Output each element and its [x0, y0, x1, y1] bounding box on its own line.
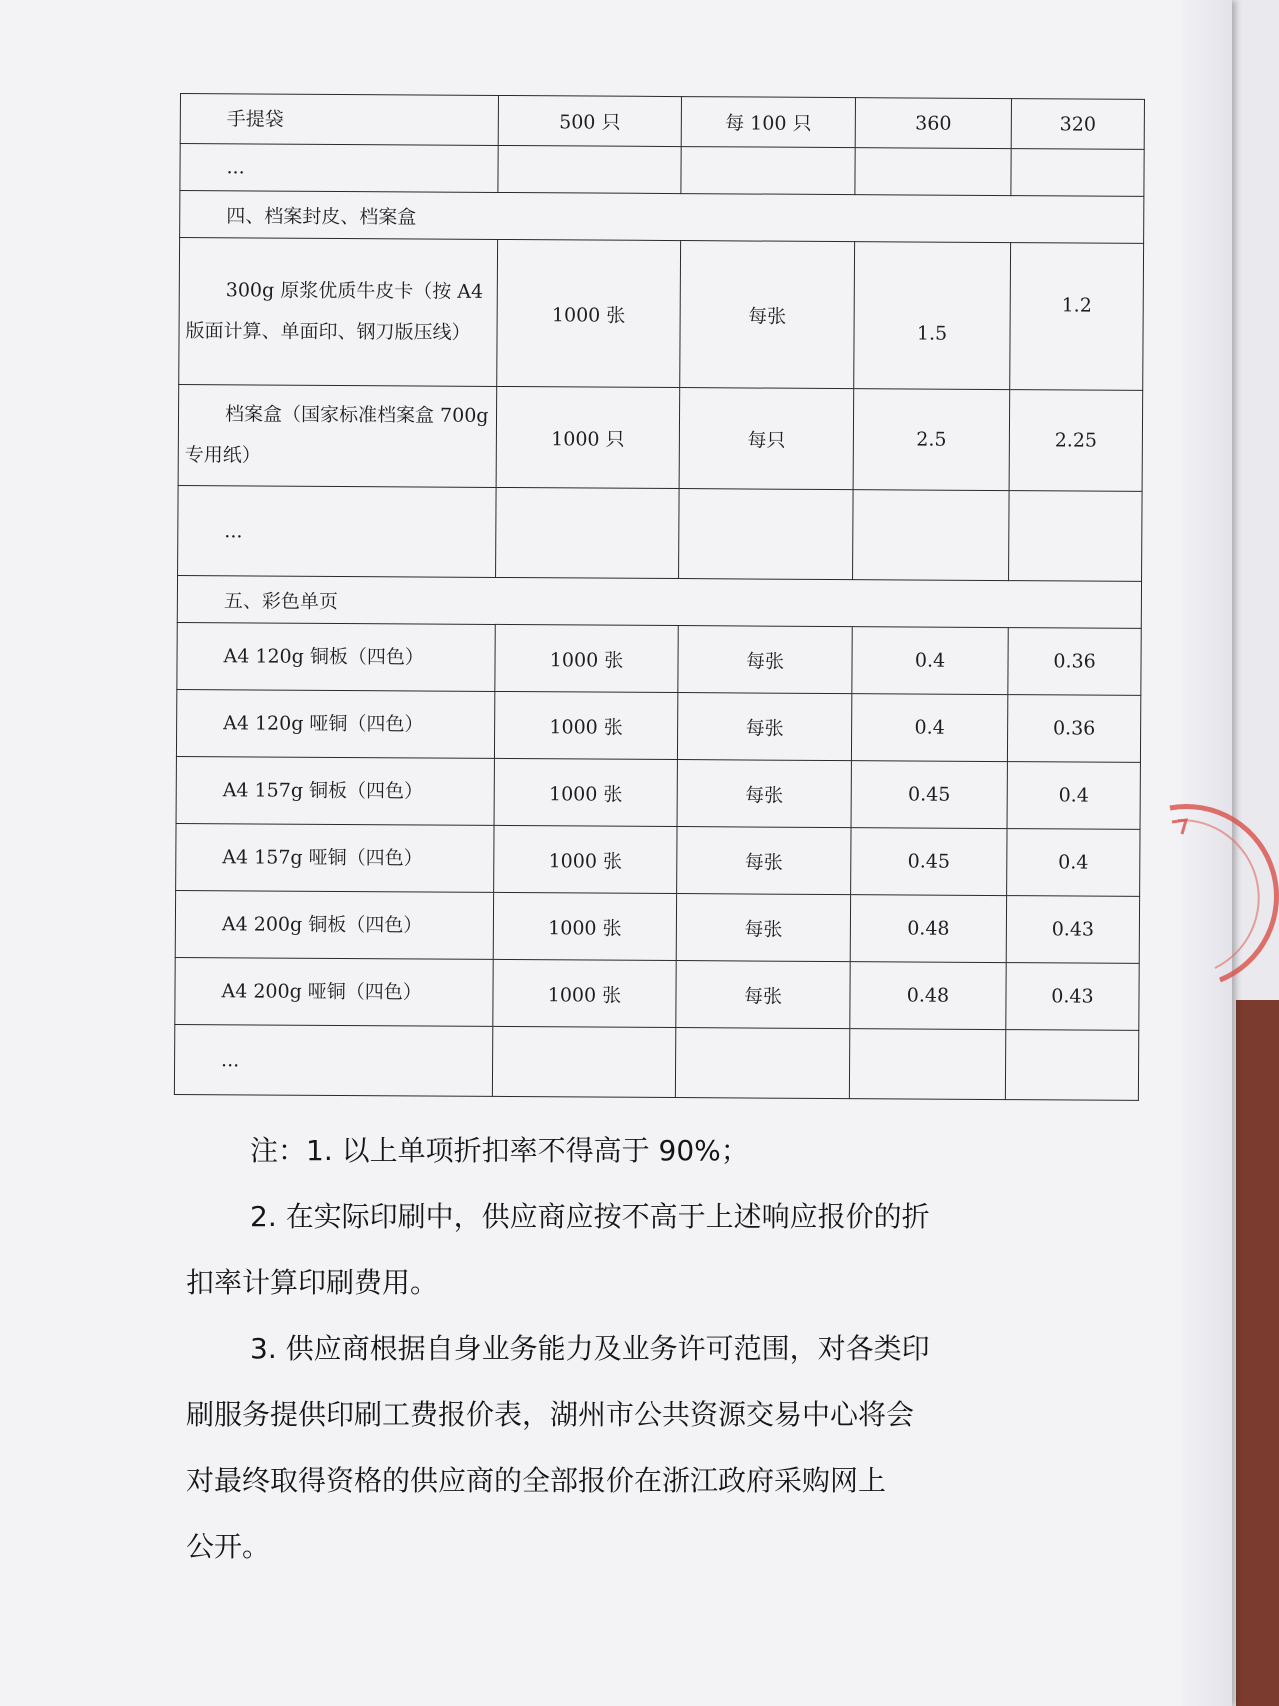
price-table	[174, 93, 1145, 1101]
section-title: 五、彩色单页	[177, 575, 1141, 628]
desk-surface	[1236, 1000, 1279, 1706]
item-price1: 0.4	[852, 627, 1008, 695]
item-unit: 每只	[679, 388, 854, 490]
item-unit: 每张	[676, 961, 850, 1029]
item-price2	[1009, 491, 1143, 582]
item-name: A4 200g 哑铜（四色）	[175, 957, 493, 1026]
table-row	[174, 1024, 1138, 1100]
item-qty: 1000 张	[494, 825, 677, 893]
item-price1: 0.48	[850, 895, 1006, 963]
item-qty	[496, 487, 680, 578]
item-price1: 0.48	[850, 962, 1006, 1030]
table-row	[175, 957, 1139, 1030]
item-unit: 每张	[677, 693, 851, 761]
item-price1: 360	[855, 98, 1011, 149]
item-unit: 每张	[677, 760, 851, 828]
item-name: A4 120g 铜板（四色）	[177, 622, 495, 691]
item-name: 手提袋	[180, 94, 498, 146]
item-unit: 每 100 只	[681, 97, 855, 148]
table-row	[176, 823, 1140, 896]
item-qty: 1000 只	[496, 386, 680, 488]
item-unit	[679, 489, 854, 580]
item-price1: 1.5	[854, 242, 1011, 390]
item-price2: 0.43	[1006, 896, 1139, 964]
item-price2: 0.4	[1007, 829, 1140, 897]
note-3-line-1: 3. 供应商根据自身业务能力及业务许可范围，对各类印	[250, 1332, 930, 1365]
table-row	[178, 485, 1143, 581]
note-3-line-4: 公开。	[186, 1530, 271, 1563]
item-price2	[1011, 149, 1144, 197]
item-price2: 2.25	[1009, 390, 1143, 492]
table-row	[175, 890, 1139, 963]
item-qty: 1000 张	[497, 239, 681, 387]
item-qty: 1000 张	[493, 892, 676, 960]
item-name: ...	[178, 485, 497, 577]
item-unit	[681, 147, 855, 195]
table-row	[176, 756, 1140, 829]
item-price2: 0.36	[1008, 628, 1141, 696]
item-price2: 0.36	[1007, 695, 1140, 763]
item-price2: 0.4	[1007, 762, 1140, 830]
item-qty	[498, 145, 681, 193]
item-price1: 0.4	[851, 694, 1007, 762]
note-2-line-2: 扣率计算印刷费用。	[186, 1266, 439, 1299]
item-name: 300g 原浆优质牛皮卡（按 A4 版面计算、单面印、钢刀版压线）	[179, 238, 498, 387]
item-price2: 1.2	[1010, 243, 1144, 391]
red-seal-stamp	[1160, 800, 1279, 990]
section-header-row	[177, 575, 1141, 628]
item-unit: 每张	[677, 827, 851, 895]
item-name: ...	[174, 1024, 492, 1096]
item-price2: 0.43	[1006, 963, 1139, 1031]
item-qty: 500 只	[498, 95, 681, 146]
item-unit: 每张	[676, 894, 850, 962]
note-1: 注：1. 以上单项折扣率不得高于 90%；	[250, 1134, 749, 1167]
item-name: A4 200g 铜板（四色）	[175, 890, 493, 959]
item-price1	[855, 148, 1011, 196]
section-title: 四、档案封皮、档案盒	[180, 191, 1144, 244]
item-name: A4 157g 铜板（四色）	[176, 756, 494, 825]
note-2-line-1: 2. 在实际印刷中，供应商应按不高于上述响应报价的折	[250, 1200, 930, 1233]
item-unit: 每张	[678, 626, 852, 694]
item-name: ...	[180, 144, 498, 193]
item-price1: 2.5	[853, 389, 1010, 491]
item-price2: 320	[1011, 99, 1144, 150]
item-unit: 每张	[680, 241, 855, 389]
item-name: 档案盒（国家标准档案盒 700g 专用纸）	[178, 384, 497, 487]
table-row	[176, 689, 1140, 762]
item-price1: 0.45	[851, 828, 1007, 896]
table-row	[177, 622, 1141, 695]
table-row	[178, 384, 1143, 491]
item-price1	[853, 490, 1010, 581]
section-header-row	[180, 191, 1144, 244]
notes-block	[186, 1118, 1066, 1580]
item-qty: 1000 张	[494, 691, 677, 759]
note-3-line-2: 刷服务提供印刷工费报价表，湖州市公共资源交易中心将会	[186, 1398, 915, 1431]
item-name: A4 120g 哑铜（四色）	[176, 689, 494, 758]
table-row	[180, 94, 1144, 150]
item-qty: 1000 张	[493, 959, 676, 1027]
item-price1	[849, 1029, 1005, 1100]
item-name: A4 157g 哑铜（四色）	[176, 823, 494, 892]
item-qty	[492, 1026, 675, 1097]
item-price1: 0.45	[851, 761, 1007, 829]
table-row	[179, 238, 1144, 391]
note-3-line-3: 对最终取得资格的供应商的全部报价在浙江政府采购网上	[186, 1464, 887, 1497]
table-row	[180, 144, 1144, 197]
item-price2	[1005, 1030, 1138, 1101]
item-unit	[675, 1028, 849, 1099]
item-qty: 1000 张	[494, 758, 677, 826]
item-qty: 1000 张	[495, 624, 678, 692]
